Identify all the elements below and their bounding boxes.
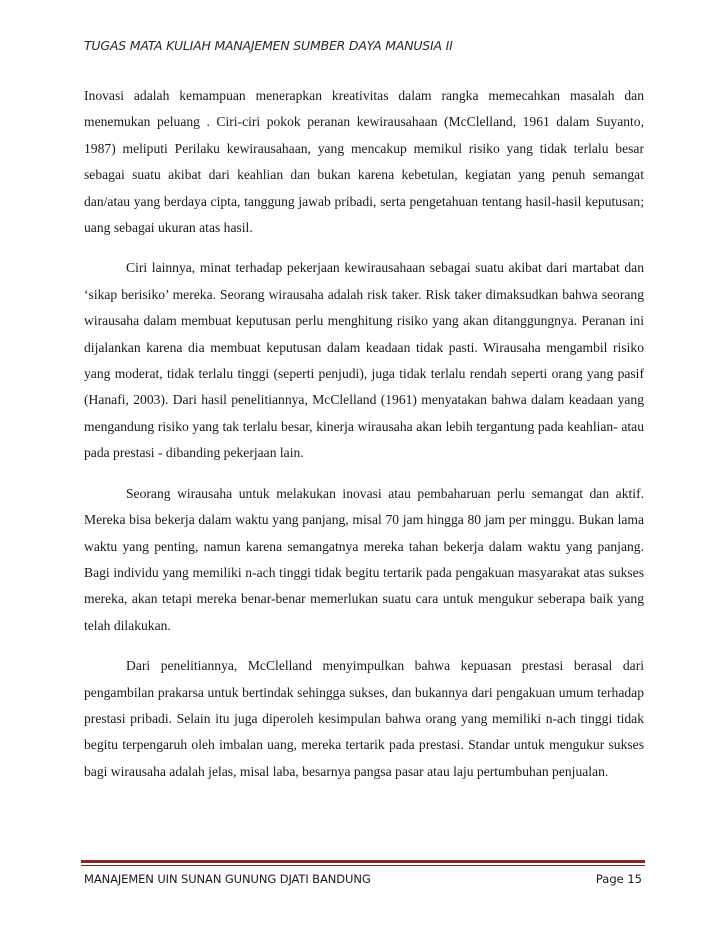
paragraph-1: Inovasi adalah kemampuan menerapkan kreativitas dalam rangka memecahkan masalah dan menemukan peluang . Ciri-ciri pokok peranan kewirausahaan (McClelland, 1961 dalam Suyanto, 1987) meliputi Perilaku kewirausahaan, yang mencakup memikul risiko yang tidak terlalu besar sebagai suatu akibat dari keahlian dan bukan karena kebetulan, kegiatan yang penuh semangat dan/atau yang berdaya cipta, tanggung jawab pribadi, serta pengetahuan tentang hasil-hasil keputusan; uang sebagai ukuran atas hasil. — [84, 88, 644, 236]
document-body — [84, 83, 644, 799]
paragraph-2: Ciri lainnya, minat terhadap pekerjaan kewirausahaan sebagai suatu akibat dari martabat dan ‘sikap berisiko’ mereka. Seorang wirausaha adalah risk taker. Risk taker dimaksudkan bahwa seorang wirausaha dalam membuat keputusan perlu menghitung risiko yang akan ditanggungnya. Peranan ini dijalankan karena dia membuat keputusan dalam keadaan tidak pasti. Wirausaha mengambil risiko yang moderat, tidak terlalu tinggi (seperti penjudi), juga tidak terlalu rendah seperti orang yang pasif (Hanafi, 2003). Dari hasil penelitiannya, McClelland (1961) menyatakan bahwa dalam keadaan yang mengandung risiko yang tak terlalu besar, kinerja wirausaha akan lebih tergantung pada keahlian- atau pada prestasi - dibanding pekerjaan lain. — [84, 260, 644, 461]
paragraph-3: Seorang wirausaha untuk melakukan inovasi atau pembaharuan perlu semangat dan aktif. Mereka bisa bekerja dalam waktu yang panjang, misal 70 jam hingga 80 jam per minggu. Bukan lama waktu yang penting, namun karena semangatnya mereka tahan bekerja dalam waktu yang panjang. Bagi individu yang memiliki n-ach tinggi tidak begitu tertarik pada pengakuan masyarakat atas sukses mereka, akan tetapi mereka benar-benar memerlukan suatu cara untuk mengukur seberapa baik yang telah dilakukan. — [84, 485, 644, 633]
paragraph-4: Dari penelitiannya, McClelland menyimpulkan bahwa kepuasan prestasi berasal dari pengambilan prakarsa untuk bertindak sehingga sukses, dan bukannya dari pengakuan umum terhadap prestasi pribadi. Selain itu juga diperoleh kesimpulan bahwa orang yang memiliki n-ach tinggi tidak begitu terpengaruh oleh imbalan uang, mereka tertarik pada prestasi. Standar untuk mengukur sukses bagi wirausaha adalah jelas, misal laba, besarnya pangsa pasar atau laju pertumbuhan penjualan. — [84, 658, 644, 779]
running-header: TUGAS MATA KULIAH MANAJEMEN SUMBER DAYA MANUSIA II — [84, 38, 453, 53]
footer-divider-thin — [81, 865, 645, 866]
page-number: Page 15 — [595, 872, 642, 886]
footer-institution: MANAJEMEN UIN SUNAN GUNUNG DJATI BANDUNG — [84, 872, 371, 886]
footer-divider-thick — [81, 860, 645, 863]
